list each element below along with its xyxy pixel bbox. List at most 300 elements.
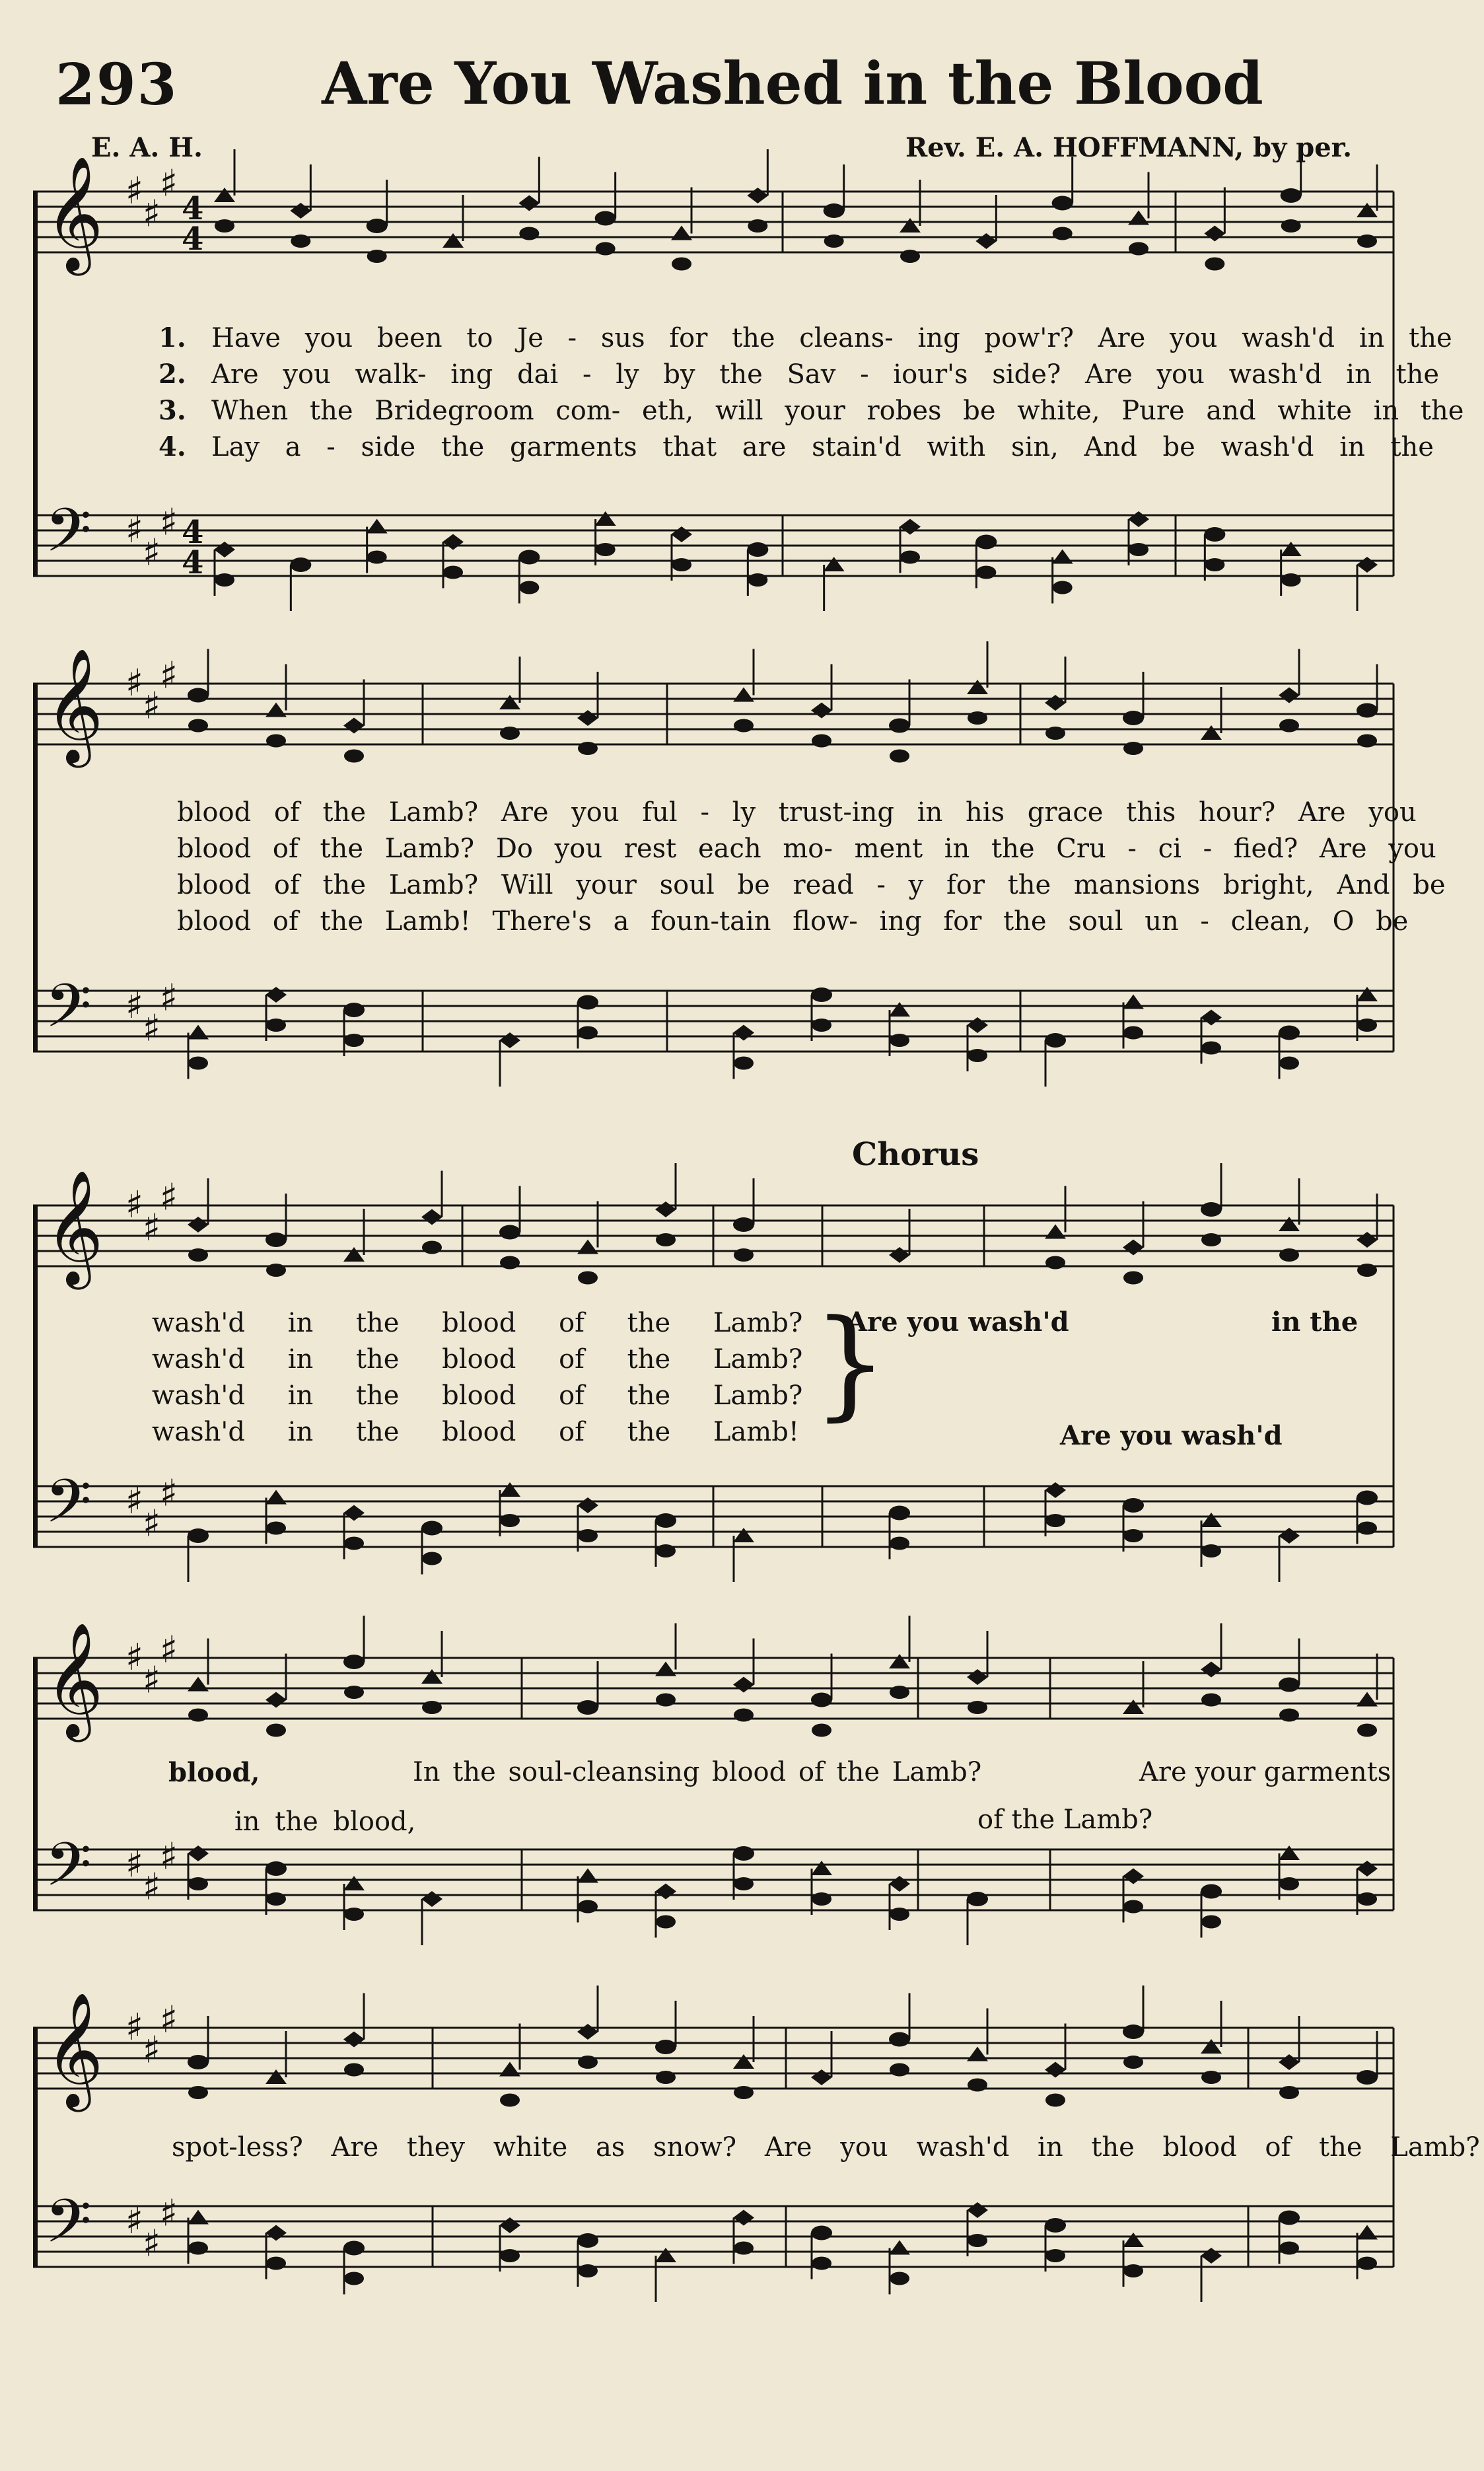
time-signature-digit: 4 xyxy=(182,190,204,227)
note-head xyxy=(421,1209,442,1225)
note-head xyxy=(421,1521,442,1536)
note-head xyxy=(1204,527,1225,542)
time-signature-digit: 4 xyxy=(182,544,204,581)
note-head xyxy=(1053,227,1073,240)
note-head xyxy=(889,719,910,733)
note-head xyxy=(343,2241,365,2256)
note-head xyxy=(1123,1271,1143,1285)
sharp-icon: ♯ xyxy=(160,1835,178,1879)
note-head xyxy=(889,1002,910,1017)
note-head xyxy=(188,1057,208,1070)
note-head xyxy=(890,2272,909,2285)
note-head xyxy=(967,2202,988,2218)
sharp-icon: ♯ xyxy=(160,1998,178,2042)
sharp-icon: ♯ xyxy=(125,662,144,705)
note-head xyxy=(518,550,540,565)
note-head xyxy=(1279,1217,1300,1231)
note-head xyxy=(748,219,767,233)
note-head xyxy=(889,2240,910,2255)
note-head xyxy=(811,2069,832,2085)
note-head xyxy=(188,2086,208,2099)
note-head xyxy=(656,2071,676,2084)
note-head xyxy=(499,1032,520,1048)
sharp-icon: ♯ xyxy=(143,1502,161,1546)
note-head xyxy=(1045,2218,1066,2233)
note-head xyxy=(422,1552,442,1565)
note-head xyxy=(519,227,539,240)
note-head xyxy=(967,2047,988,2061)
note-head xyxy=(1279,1026,1300,1040)
hymn-title: Are You Washed in the Blood xyxy=(322,49,1263,118)
note-head xyxy=(1123,2024,1144,2039)
note-head xyxy=(188,1248,208,1262)
note-head xyxy=(656,1916,676,1929)
note-head xyxy=(188,719,208,733)
composer-credit: E. A. H. xyxy=(91,132,203,163)
note-head xyxy=(343,2032,365,2048)
note-head xyxy=(500,727,520,740)
note-head xyxy=(655,2248,676,2262)
note-head xyxy=(733,2054,754,2069)
note-head xyxy=(967,1892,988,1906)
note-head xyxy=(733,688,754,702)
note-head xyxy=(422,1241,442,1254)
note-head xyxy=(442,233,464,248)
note-head xyxy=(1123,1026,1143,1040)
note-head xyxy=(343,1505,365,1521)
note-head xyxy=(265,2225,287,2241)
note-head xyxy=(265,1490,287,1505)
sharp-icon: ♯ xyxy=(125,2006,144,2049)
note-head xyxy=(265,2069,287,2084)
s4-lower-b: of the Lamb? xyxy=(977,1805,1153,1835)
note-head xyxy=(1357,1491,1378,1505)
note-head xyxy=(1357,734,1377,748)
s5-lyric: spot-less? Are they white as snow? Are you wash'd in the blood of the Lamb? xyxy=(172,2132,1480,2163)
verse-brace: } xyxy=(812,1295,888,1433)
note-head xyxy=(188,1709,208,1722)
note-head xyxy=(811,1693,832,1707)
note-head xyxy=(266,2257,286,2270)
s4-upper-c: Are your garments xyxy=(1139,1757,1392,1787)
note-head xyxy=(578,1271,598,1285)
note-head xyxy=(343,1003,365,1017)
note-head xyxy=(215,219,234,233)
note-head xyxy=(1357,1232,1378,1248)
note-head xyxy=(1201,1544,1221,1558)
note-head xyxy=(734,1709,754,1722)
note-head xyxy=(975,535,997,550)
note-head xyxy=(976,566,996,579)
note-head xyxy=(1123,1240,1144,1256)
note-head xyxy=(890,1537,909,1550)
note-head xyxy=(499,2217,520,2233)
note-head xyxy=(890,1908,909,1921)
note-head xyxy=(1045,1256,1065,1270)
note-head xyxy=(900,250,920,263)
note-head xyxy=(968,1701,987,1714)
note-head xyxy=(500,2094,520,2107)
lyric-line-s1-v1: 1. Have you been to Je - sus for the cleans- ing pow'r? Are you wash'd in the xyxy=(159,322,1452,353)
note-head xyxy=(596,242,616,256)
sharp-icon: ♯ xyxy=(125,1184,144,1227)
note-head xyxy=(344,1034,364,1047)
note-head xyxy=(1123,711,1144,725)
note-head xyxy=(595,511,616,526)
author-credit: Rev. E. A. HOFFMANN, by per. xyxy=(905,132,1352,163)
note-head xyxy=(1279,688,1300,703)
note-head xyxy=(1052,550,1073,564)
note-head xyxy=(1281,542,1302,556)
note-head xyxy=(671,226,692,240)
sharp-icon: ♯ xyxy=(160,1628,178,1672)
note-head xyxy=(577,710,598,726)
note-head xyxy=(733,2210,754,2226)
note-head xyxy=(188,1845,209,1861)
note-head xyxy=(1279,1678,1300,1692)
note-head xyxy=(344,750,364,763)
note-head xyxy=(1123,1900,1143,1914)
sharp-icon: ♯ xyxy=(160,976,178,1020)
sharp-icon: ♯ xyxy=(125,509,144,552)
note-head xyxy=(1123,742,1143,755)
bass-clef-icon: 𝄢 xyxy=(45,495,92,580)
lyric-line-s1-v2: 2. Are you walk- ing dai - ly by the Sav - iour's side? Are you wash'd in the xyxy=(159,359,1440,390)
note-head xyxy=(968,2234,987,2247)
bass-clef-icon: 𝄢 xyxy=(45,971,92,1056)
note-head xyxy=(655,1513,676,1528)
note-head xyxy=(1357,2257,1377,2270)
note-head xyxy=(1279,2086,1299,2099)
note-head xyxy=(1201,1884,1222,1899)
note-head xyxy=(188,1528,209,1543)
note-head xyxy=(1357,1692,1378,1707)
note-head xyxy=(266,1019,286,1032)
lyric-line-s2-v1: blood of the Lamb? Are you ful - ly trust-ing in his grace this hour? Are you xyxy=(177,797,1417,828)
note-head xyxy=(734,1057,754,1070)
note-head xyxy=(1357,1522,1377,1535)
system-bracket xyxy=(33,2028,38,2267)
note-head xyxy=(734,2086,754,2099)
note-head xyxy=(671,526,692,542)
sharp-icon: ♯ xyxy=(143,192,161,236)
note-head xyxy=(188,1877,208,1890)
sharp-icon: ♯ xyxy=(125,1480,144,1522)
note-head xyxy=(655,1201,676,1217)
note-head xyxy=(1201,1662,1222,1678)
note-head xyxy=(824,557,845,571)
note-head xyxy=(733,1677,754,1693)
note-head xyxy=(811,1861,832,1875)
note-head xyxy=(577,2233,598,2248)
note-head xyxy=(1279,2054,1300,2070)
treble-clef-icon: 𝄞 xyxy=(45,648,104,763)
lyric-line-s3-v2: wash'd in the blood of the Lamb? xyxy=(152,1344,803,1375)
note-head xyxy=(1123,2233,1144,2247)
note-head xyxy=(889,1654,910,1668)
note-head xyxy=(748,573,767,587)
note-head xyxy=(655,1662,676,1676)
note-head xyxy=(890,2063,909,2077)
note-head xyxy=(215,573,234,587)
note-head xyxy=(343,718,365,734)
note-head xyxy=(1279,1248,1299,1262)
note-head xyxy=(344,2063,364,2077)
note-head xyxy=(1045,2094,1065,2107)
sharp-icon: ♯ xyxy=(125,1636,144,1679)
note-head xyxy=(1357,2225,1378,2240)
note-head xyxy=(900,551,920,564)
note-head xyxy=(1201,2039,1222,2054)
note-head xyxy=(1204,226,1225,242)
note-head xyxy=(733,1025,754,1041)
sharp-icon: ♯ xyxy=(143,1007,161,1050)
note-head xyxy=(890,1686,909,1699)
note-head xyxy=(344,1686,364,1699)
note-head xyxy=(367,551,387,564)
note-head xyxy=(967,680,988,694)
sharp-icon: ♯ xyxy=(143,531,161,575)
chorus-upper-lyric: Are you wash'd xyxy=(847,1307,1069,1338)
note-head xyxy=(1045,2062,1066,2078)
note-head xyxy=(1281,573,1301,587)
note-head xyxy=(188,2055,209,2069)
note-head xyxy=(1357,1264,1377,1277)
note-head xyxy=(1045,1033,1066,1048)
treble-clef-icon: 𝄞 xyxy=(45,1170,104,1285)
note-head xyxy=(1123,2264,1143,2277)
note-head xyxy=(968,711,987,725)
note-head xyxy=(1201,1010,1222,1026)
note-head xyxy=(1201,2071,1221,2084)
lyric-line-s2-v4: blood of the Lamb! There's a foun-tain flow- ing for the soul un - clean, O be xyxy=(177,906,1409,937)
note-head xyxy=(655,1884,676,1900)
note-head xyxy=(1045,1225,1066,1239)
lyric-line-s3-v1: wash'd in the blood of the Lamb? xyxy=(152,1308,803,1338)
note-head xyxy=(214,188,235,202)
note-head xyxy=(188,1025,209,1040)
note-head xyxy=(578,2056,598,2069)
note-head xyxy=(890,750,909,763)
note-head xyxy=(811,987,832,1002)
note-head xyxy=(812,1892,831,1906)
note-head xyxy=(577,1869,598,1883)
note-head xyxy=(733,1528,754,1542)
note-head xyxy=(442,534,464,550)
note-head xyxy=(1045,1514,1065,1527)
note-head xyxy=(900,218,921,233)
note-head xyxy=(596,543,616,556)
sharp-icon: ♯ xyxy=(160,2192,178,2235)
note-head xyxy=(421,1891,442,1907)
note-head xyxy=(578,1900,598,1914)
note-head xyxy=(734,2242,754,2255)
note-head xyxy=(811,2226,832,2240)
note-head xyxy=(655,2040,676,2054)
system-bracket xyxy=(33,684,38,1052)
note-head xyxy=(343,1876,365,1890)
note-head xyxy=(733,1846,754,1861)
note-head xyxy=(1045,695,1066,711)
note-head xyxy=(1201,1916,1221,1929)
note-head xyxy=(890,1034,909,1047)
note-head xyxy=(1123,1529,1143,1542)
s4-lower-a: in the blood, xyxy=(234,1807,416,1837)
note-head xyxy=(343,1655,365,1669)
note-head xyxy=(900,519,921,535)
note-head xyxy=(367,219,388,233)
hymn-number: 293 xyxy=(55,52,178,118)
lyric-line-s1-v3: 3. When the Bridegroom com- eth, will your robes be white, Pure and white in the xyxy=(159,395,1464,426)
lyric-line-s3-v3: wash'd in the blood of the Lamb? xyxy=(152,1380,803,1411)
note-head xyxy=(1279,2211,1300,2225)
note-head xyxy=(265,1861,287,1876)
note-head xyxy=(734,1248,754,1262)
note-head xyxy=(812,1019,831,1032)
note-head xyxy=(1357,203,1378,217)
note-head xyxy=(499,1482,520,1497)
treble-clef-icon: 𝄞 xyxy=(45,1992,104,2107)
note-head xyxy=(1201,1202,1222,1217)
note-head xyxy=(1201,1042,1221,1055)
note-head xyxy=(1123,2056,1143,2069)
note-head xyxy=(519,581,539,594)
note-head xyxy=(499,1225,520,1240)
note-head xyxy=(290,203,311,219)
sharp-icon: ♯ xyxy=(125,1843,144,1886)
bass-clef-icon: 𝄢 xyxy=(45,2186,92,2271)
note-head xyxy=(889,2032,910,2047)
note-head xyxy=(1357,703,1378,718)
note-head xyxy=(188,1677,209,1692)
note-head xyxy=(266,734,286,748)
chorus-lower-lyric: Are you wash'd xyxy=(1060,1420,1283,1451)
s4-upper-b: In the soul-cleansing blood of the Lamb? xyxy=(413,1757,982,1787)
note-head xyxy=(577,1497,598,1513)
note-head xyxy=(265,703,287,717)
note-head xyxy=(577,1700,598,1715)
note-head xyxy=(1281,188,1302,203)
note-head xyxy=(595,211,616,226)
bass-clef-icon: 𝄢 xyxy=(45,1466,92,1551)
note-head xyxy=(968,2079,987,2092)
lyric-line-s2-v2: blood of the Lamb? Do you rest each mo- ment in the Cru - ci - fied? Are you xyxy=(177,834,1436,864)
note-head xyxy=(577,2024,598,2040)
sharp-icon: ♯ xyxy=(125,170,144,213)
note-head xyxy=(1357,1892,1377,1906)
chorus-upper-lyric-end: in the xyxy=(1271,1307,1359,1338)
note-head xyxy=(578,742,598,755)
note-head xyxy=(747,542,768,557)
note-head xyxy=(1279,2242,1299,2255)
note-head xyxy=(1279,1528,1300,1544)
note-head xyxy=(1123,1869,1144,1884)
note-head xyxy=(266,1724,286,1737)
note-head xyxy=(1357,987,1378,1001)
note-head xyxy=(1357,234,1377,248)
note-head xyxy=(344,1537,364,1550)
note-head xyxy=(500,1514,520,1527)
note-head xyxy=(1205,258,1224,271)
note-head xyxy=(266,1522,286,1535)
note-head xyxy=(1201,725,1222,740)
chorus-label: Chorus xyxy=(852,1136,979,1173)
note-head xyxy=(1123,1700,1144,1714)
note-head xyxy=(734,1877,754,1890)
note-head xyxy=(367,519,388,534)
note-head xyxy=(656,1544,676,1558)
note-head xyxy=(1129,543,1148,556)
note-head xyxy=(811,703,832,719)
time-signature-digit: 4 xyxy=(182,221,204,258)
sharp-icon: ♯ xyxy=(125,2200,144,2242)
note-head xyxy=(499,695,520,709)
sharp-icon: ♯ xyxy=(125,984,144,1027)
lyric-line-s1-v4: 4. Lay a - side the garments that are stain'd with sin, And be wash'd in the xyxy=(159,431,1434,462)
note-head xyxy=(1045,2249,1065,2262)
note-head xyxy=(1128,511,1149,527)
note-head xyxy=(188,1217,209,1233)
note-head xyxy=(499,2062,520,2077)
note-head xyxy=(967,1017,988,1033)
note-head xyxy=(672,558,691,571)
note-head xyxy=(656,1233,676,1246)
note-head xyxy=(578,2264,598,2277)
note-head xyxy=(889,1506,910,1521)
note-head xyxy=(734,719,754,733)
note-head xyxy=(265,987,287,1003)
note-head xyxy=(1279,719,1299,733)
note-head xyxy=(367,250,387,263)
treble-clef-icon: 𝄞 xyxy=(45,1622,104,1737)
note-head xyxy=(1279,1845,1300,1860)
note-head xyxy=(188,2210,209,2225)
note-head xyxy=(1045,727,1065,740)
note-head xyxy=(577,1240,598,1254)
note-head xyxy=(1052,196,1073,211)
note-head xyxy=(188,688,209,703)
sharp-icon: ♯ xyxy=(160,654,178,698)
system-bracket xyxy=(33,1205,38,1547)
note-head xyxy=(266,1264,286,1277)
note-head xyxy=(1123,995,1144,1009)
lyric-line-s3-v4: wash'd in the blood of the Lamb! xyxy=(152,1417,799,1447)
note-head xyxy=(290,557,311,572)
note-head xyxy=(421,1669,442,1684)
system-bracket xyxy=(33,1658,38,1910)
note-head xyxy=(1357,2070,1378,2085)
sharp-icon: ♯ xyxy=(143,1865,161,1909)
time-signature-digit: 4 xyxy=(182,514,204,551)
note-head xyxy=(265,1233,287,1247)
note-head xyxy=(500,2249,520,2262)
s4-upper-a: blood, xyxy=(168,1757,260,1788)
note-head xyxy=(214,542,235,557)
note-head xyxy=(443,566,463,579)
note-head xyxy=(578,1026,598,1040)
note-head xyxy=(1279,1057,1299,1070)
note-head xyxy=(967,1669,988,1685)
note-head xyxy=(518,196,540,211)
note-head xyxy=(1201,1513,1222,1527)
note-head xyxy=(291,234,310,248)
note-head xyxy=(1129,242,1148,256)
note-head xyxy=(577,995,598,1010)
note-head xyxy=(968,1049,987,1062)
sharp-icon: ♯ xyxy=(143,1206,161,1250)
note-head xyxy=(1201,1233,1221,1246)
note-head xyxy=(1357,1019,1377,1032)
